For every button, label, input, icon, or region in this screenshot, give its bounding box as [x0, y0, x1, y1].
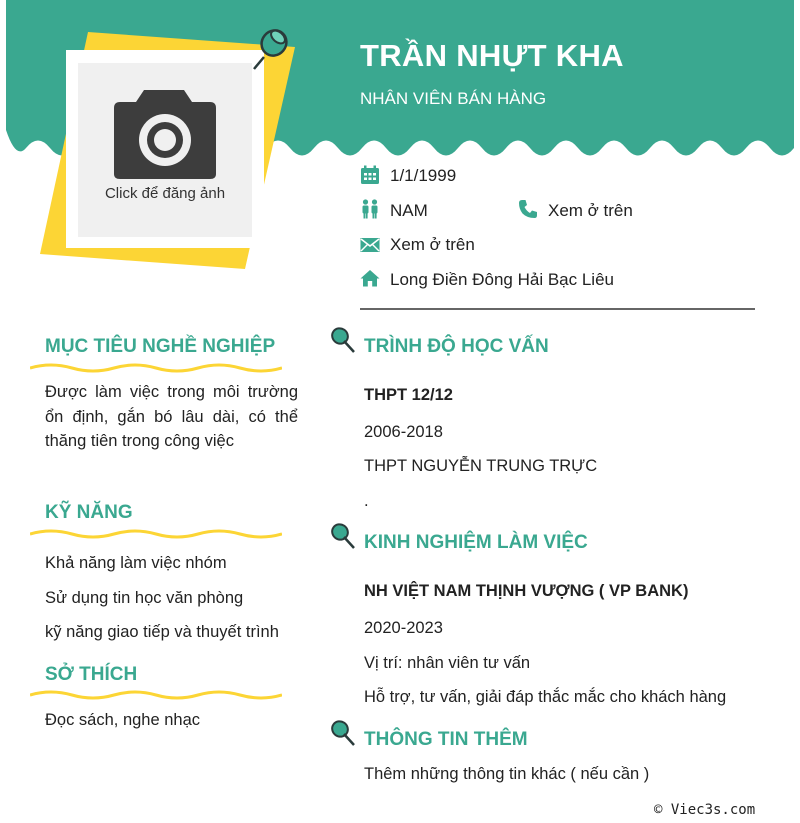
address-value: Long Điền Đông Hải Bạc Liêu — [390, 270, 614, 289]
objective-heading: MỤC TIÊU NGHỀ NGHIỆP — [45, 336, 276, 357]
phone-icon — [518, 199, 538, 219]
extra-info-text: Thêm những thông tin khác ( nếu cần ) — [364, 765, 650, 783]
heading-underline — [30, 689, 282, 701]
pushpin-icon — [330, 719, 356, 747]
skill-item: kỹ năng giao tiếp và thuyết trình — [45, 623, 279, 641]
heading-underline — [30, 362, 282, 374]
copyright-footer: © Viec3s.com — [654, 802, 756, 818]
upload-photo-label[interactable]: Click để đăng ảnh — [104, 185, 226, 202]
gender-value: NAM — [390, 201, 428, 220]
phone-value: Xem ở trên — [548, 201, 633, 220]
calendar-icon — [360, 165, 380, 185]
home-icon — [360, 268, 380, 288]
education-degree: THPT 12/12 — [364, 386, 453, 404]
skill-item: Khả năng làm việc nhóm — [45, 554, 227, 572]
extra-info-heading: THÔNG TIN THÊM — [364, 729, 528, 750]
camera-icon — [112, 88, 218, 180]
pushpin-icon — [330, 326, 356, 354]
date-of-birth: 1/1/1999 — [390, 166, 457, 185]
heading-underline — [30, 528, 282, 540]
experience-position: Vị trí: nhân viên tư vấn — [364, 654, 531, 672]
experience-years: 2020-2023 — [364, 619, 443, 637]
skills-heading: KỸ NĂNG — [45, 502, 133, 523]
education-years: 2006-2018 — [364, 423, 443, 441]
skill-item: Sử dụng tin học văn phòng — [45, 589, 244, 607]
objective-text: Được làm việc trong môi trường ổn định, gắn bó lâu dài, có thể thăng tiên trong công việc — [45, 383, 298, 450]
experience-company: NH VIỆT NAM THỊNH VƯỢNG ( VP BANK) — [364, 582, 689, 600]
pushpin-icon — [330, 522, 356, 550]
email-value: Xem ở trên — [390, 235, 475, 254]
education-school: THPT NGUYỄN TRUNG TRỰC — [364, 457, 598, 475]
experience-duty: Hỗ trợ, tư vấn, giải đáp thắc mắc cho khách hàng — [364, 688, 727, 706]
education-note: . — [364, 492, 369, 510]
pushpin-icon — [248, 25, 290, 73]
email-icon — [360, 235, 380, 255]
candidate-name: TRẦN NHỰT KHA — [360, 38, 624, 73]
hobbies-heading: SỞ THÍCH — [45, 664, 138, 685]
education-heading: TRÌNH ĐỘ HỌC VẤN — [364, 336, 549, 357]
hobbies-text: Đọc sách, nghe nhạc — [45, 711, 201, 729]
gender-icon — [360, 199, 380, 219]
experience-heading: KINH NGHIỆM LÀM VIỆC — [364, 532, 588, 553]
job-title: NHÂN VIÊN BÁN HÀNG — [360, 89, 547, 108]
info-divider — [360, 308, 755, 310]
